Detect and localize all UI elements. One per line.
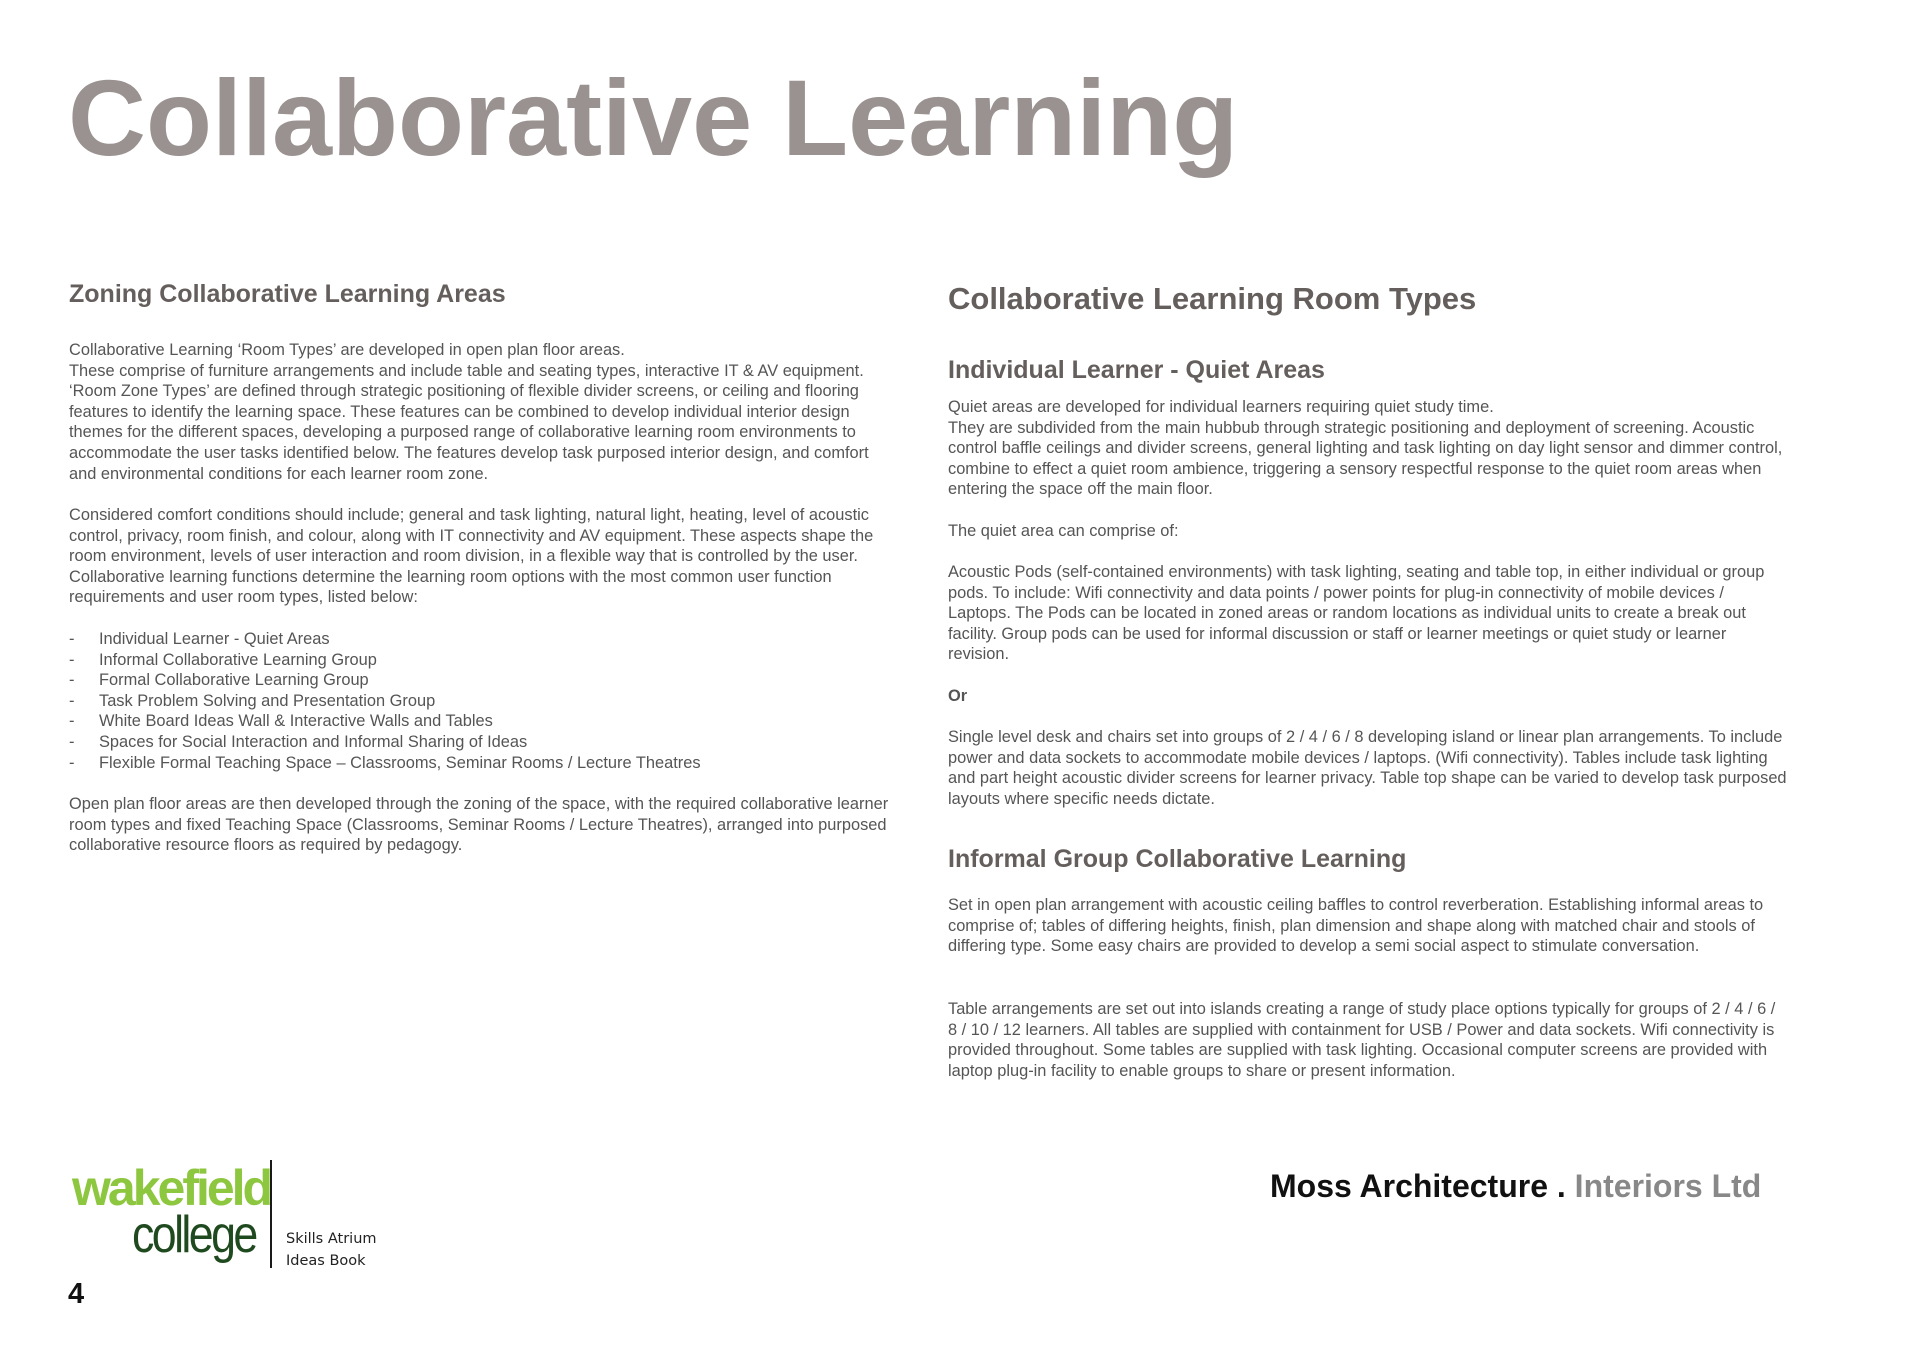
list-item: - Flexible Formal Teaching Space – Classrooms, Seminar Rooms / Lecture Theatres [69, 753, 701, 772]
page-number: 4 [68, 1278, 85, 1310]
room-type-list-wrap [69, 629, 899, 773]
quiet-para-1b: They are subdivided from the main hubbub through strategic positioning and deployment of screening. Acoustic control baffle ceilings and divider screens, general lighting and task lighting on day light sensor and dimmer control, combine to effect a quiet room ambience, triggering a sensory respectful response to the quiet room areas when entering the space off the main floor. [948, 418, 1783, 499]
logo-subtitle-line-1: Skills Atrium [286, 1231, 377, 1247]
table-arrangements-body [948, 999, 1788, 1081]
logo-divider [270, 1160, 272, 1268]
informal-para-1: Set in open plan arrangement with acoustic ceiling baffles to control reverberation. Establishing informal areas to comprise of; tables of differing heights, finish, plan dimension and shape along with matched chair and stools of differing type. Some easy chairs are provided to develop a semi social aspect to stimulate conversation. [948, 896, 1764, 956]
comfort-body [69, 505, 899, 608]
informal-group-body [948, 895, 1788, 957]
room-type-list [69, 629, 899, 773]
firm-name-accent: Interiors Ltd [1574, 1168, 1762, 1204]
list-item: - Informal Collaborative Learning Group [69, 650, 377, 669]
list-item: - White Board Ideas Wall & Interactive Walls and Tables [69, 712, 493, 731]
logo-college: college [132, 1206, 256, 1264]
zoning-body [69, 340, 899, 484]
open-plan-body [69, 794, 899, 856]
firm-name-separator: . [1548, 1168, 1575, 1204]
list-item: - Individual Learner - Quiet Areas [69, 630, 330, 648]
list-bullet: - [69, 732, 75, 751]
list-item: - Task Problem Solving and Presentation Group [69, 691, 436, 710]
quiet-comprise-body [948, 521, 1788, 542]
single-desk-body [948, 727, 1788, 809]
logo-wakefield: wakefield [72, 1160, 271, 1216]
quiet-para-1: Quiet areas are developed for individual learners requiring quiet study time. [948, 398, 1494, 416]
firm-name [1270, 1166, 1761, 1206]
page-title: Collaborative Learning [68, 57, 1239, 178]
list-bullet: - [69, 671, 75, 690]
quiet-para-2: The quiet area can comprise of: [948, 522, 1179, 540]
list-bullet: - [69, 630, 75, 648]
quiet-para-4: Single level desk and chairs set into groups of 2 / 4 / 6 / 8 developing island or linear plan arrangements. To include power and data sockets to accommodate mobile devices / laptops. (Wifi connectivity). Tables include task lighting and part height acoustic divider screens for learner privacy. Table top shape can be varied to develop task purposed layouts where specific needs dictate. [948, 728, 1787, 808]
informal-para-2: Table arrangements are set out into islands creating a range of study place options typically for groups of 2 / 4 / 6 / 8 / 10 / 12 learners. All tables are supplied with containment for USB / Power and data sockets. Wifi connectivity is provided throughout. Some tables are supplied with task lighting. Occasional computer screens are provided with laptop plug-in facility to enable groups to share or present information. [948, 1000, 1776, 1080]
informal-group-heading: Informal Group Collaborative Learning [948, 845, 1407, 873]
zoning-para-1b: These comprise of furniture arrangements and include table and seating types, interactive IT & AV equipment. ‘Room Zone Types’ are defined through strategic positioning of flexible divider screens, or ceiling and flooring features to identify the learning space. These features can be combined to develop individual interior design themes for the different spaces, developing a purposed range of collaborative learning room environments to accommodate the user tasks identified below. The features develop task purposed interior design, and comfort and environmental conditions for each learner room zone. [69, 361, 869, 483]
quiet-areas-body [948, 397, 1788, 500]
list-bullet: - [69, 650, 75, 669]
zoning-para-1: Collaborative Learning ‘Room Types’ are developed in open plan floor areas. [69, 341, 625, 359]
comfort-para: Considered comfort conditions should include; general and task lighting, natural light, heating, level of acoustic control, privacy, room finish, and colour, along with IT connectivity and AV equipment. These aspects shape the room environment, levels of user interaction and room division, in a flexible way that is controlled by the user. Collaborative learning functions determine the learning room options with the most common user function requirements and user room types, listed below: [69, 506, 874, 607]
zoning-heading: Zoning Collaborative Learning Areas [69, 280, 506, 308]
college-logo [72, 1160, 402, 1270]
acoustic-pods-body [948, 562, 1788, 665]
open-plan-para: Open plan floor areas are then developed through the zoning of the space, with the required collaborative learner room types and fixed Teaching Space (Classrooms, Seminar Rooms / Lecture Theatres), arranged into purposed collaborative resource floors as required by pedagogy. [69, 795, 889, 855]
logo-subtitle-line-2: Ideas Book [286, 1253, 366, 1269]
list-item: - Formal Collaborative Learning Group [69, 671, 369, 690]
list-bullet: - [69, 712, 75, 731]
list-bullet: - [69, 691, 75, 710]
list-bullet: - [69, 753, 75, 772]
list-item: - Spaces for Social Interaction and Informal Sharing of Ideas [69, 732, 528, 751]
quiet-areas-heading: Individual Learner - Quiet Areas [948, 356, 1325, 384]
room-types-heading: Collaborative Learning Room Types [948, 281, 1477, 316]
or-label: Or [948, 687, 968, 705]
firm-name-main: Moss Architecture [1270, 1168, 1548, 1204]
logo-subtitle [286, 1228, 377, 1272]
quiet-para-3: Acoustic Pods (self-contained environments) with task lighting, seating and table top, in either individual or group pods. To include: Wifi connectivity and data points / power points for plug-in connectivity of mobile devices / Laptops. The Pods can be located in zoned areas or random locations as individual units to create a break out facility. Group pods can be used for informal discussion or staff or learner meetings or quiet study or learner revision. [948, 563, 1765, 664]
